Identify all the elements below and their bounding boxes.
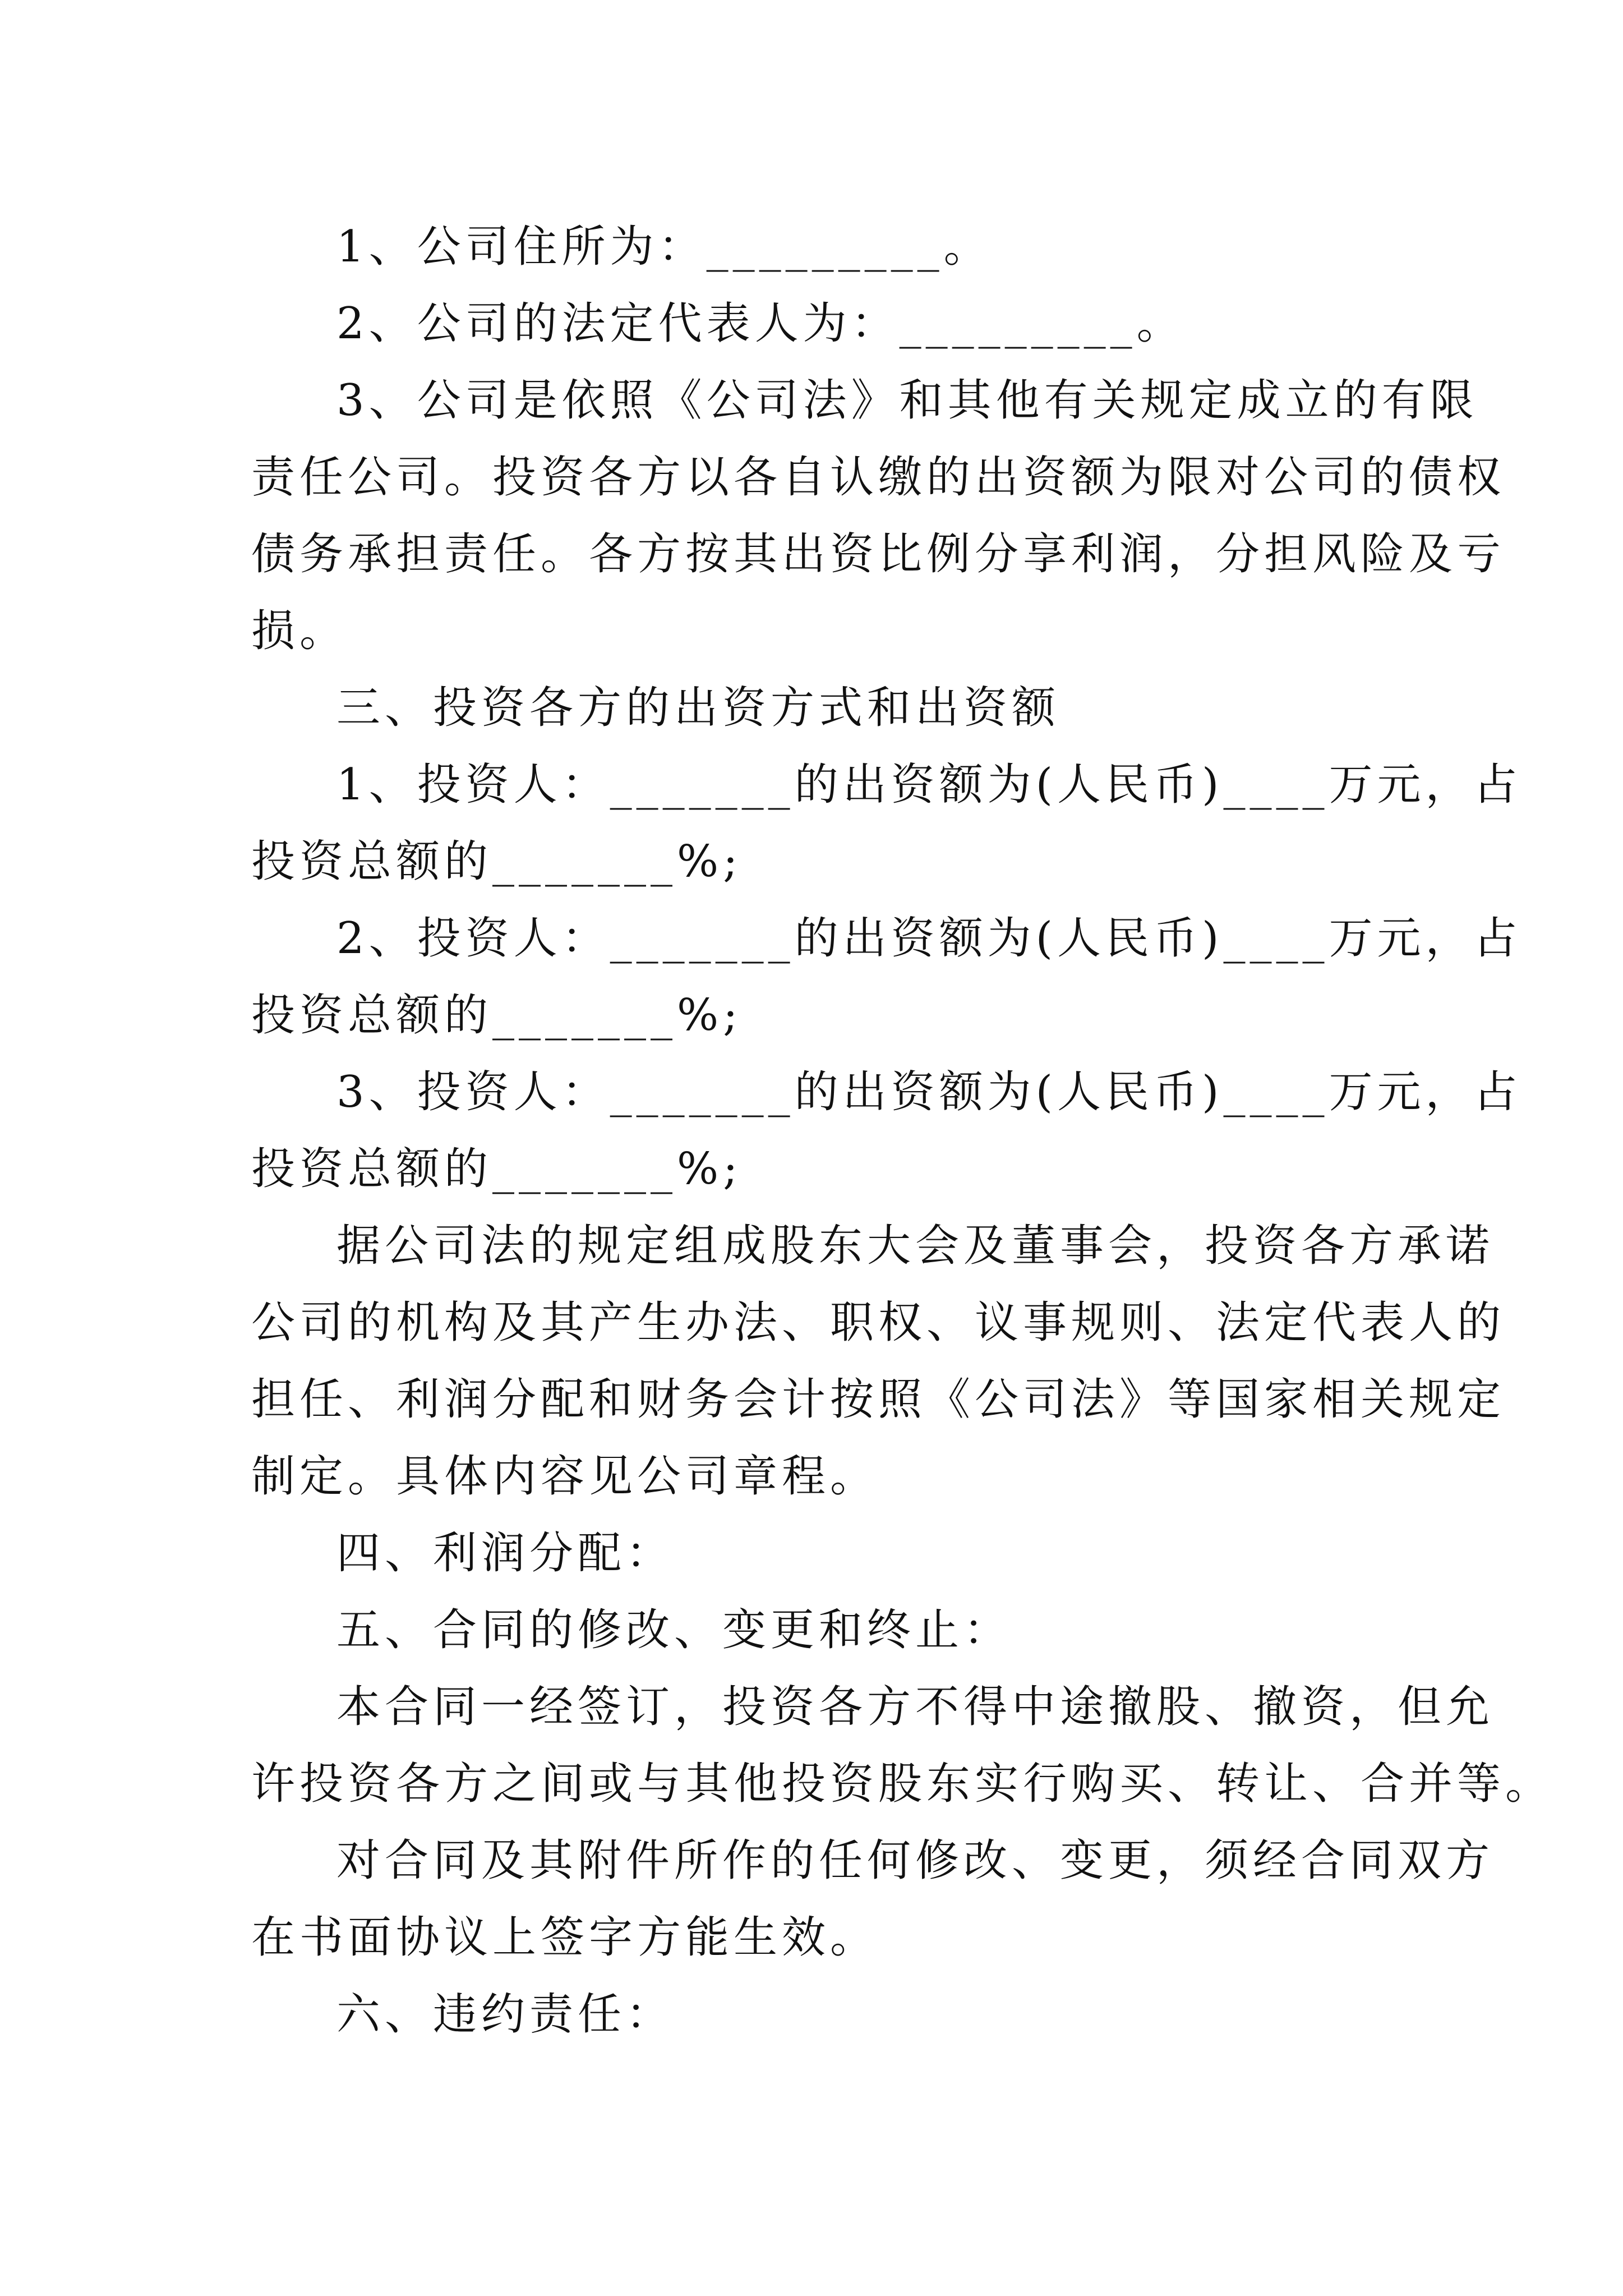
clause-company-nature-line-2: 责任公司。投资各方以各自认缴的出资额为限对公司的债权 [251, 452, 1506, 503]
investor-1-line-1: 1、投资人：_______的出资额为(人民币)____万元，占 [336, 760, 1522, 810]
withdrawal-paragraph-line-2: 许投资各方之间或与其他投资股东实行购买、转让、合并等。 [251, 1759, 1554, 1809]
document-body [251, 209, 1554, 2053]
governance-paragraph-line-4: 制定。具体内容见公司章程。 [251, 1451, 879, 1502]
investor-3-line-1: 3、投资人：_______的出资额为(人民币)____万元，占 [336, 1067, 1522, 1117]
clause-legal-representative: 2、公司的法定代表人为：_________。 [336, 298, 1185, 349]
governance-paragraph-line-1: 据公司法的规定组成股东大会及董事会，投资各方承诺 [336, 1221, 1495, 1271]
investor-1-line-2: 投资总额的_______%; [251, 836, 743, 887]
amendment-paragraph-line-2: 在书面协议上签字方能生效。 [251, 1912, 879, 1963]
section-heading-profit-distribution: 四、利润分配： [336, 1528, 675, 1579]
investor-2-line-2: 投资总额的_______%; [251, 990, 743, 1041]
governance-paragraph-line-3: 担任、利润分配和财务会计按照《公司法》等国家相关规定 [251, 1374, 1506, 1425]
clause-company-nature-line-1: 3、公司是依照《公司法》和其他有关规定成立的有限 [336, 375, 1478, 426]
governance-paragraph-line-2: 公司的机构及其产生办法、职权、议事规则、法定代表人的 [251, 1297, 1506, 1348]
clause-company-address: 1、公司住所为：_________。 [336, 222, 992, 272]
section-heading-liability: 六、违约责任： [336, 1989, 675, 2040]
investor-3-line-2: 投资总额的_______%; [251, 1144, 743, 1194]
section-heading-contribution: 三、投资各方的出资方式和出资额 [336, 683, 1061, 733]
section-heading-contract-changes: 五、合同的修改、变更和终止： [336, 1605, 1012, 1655]
investor-2-line-1: 2、投资人：_______的出资额为(人民币)____万元，占 [336, 913, 1522, 964]
clause-company-nature-line-3: 债务承担责任。各方按其出资比例分享利润，分担风险及亏 [251, 529, 1506, 579]
clause-company-nature-line-4: 损。 [251, 606, 348, 656]
amendment-paragraph-line-1: 对合同及其附件所作的任何修改、变更，须经合同双方 [336, 1835, 1495, 1886]
withdrawal-paragraph-line-1: 本合同一经签订，投资各方不得中途撤股、撤资，但允 [336, 1682, 1495, 1732]
